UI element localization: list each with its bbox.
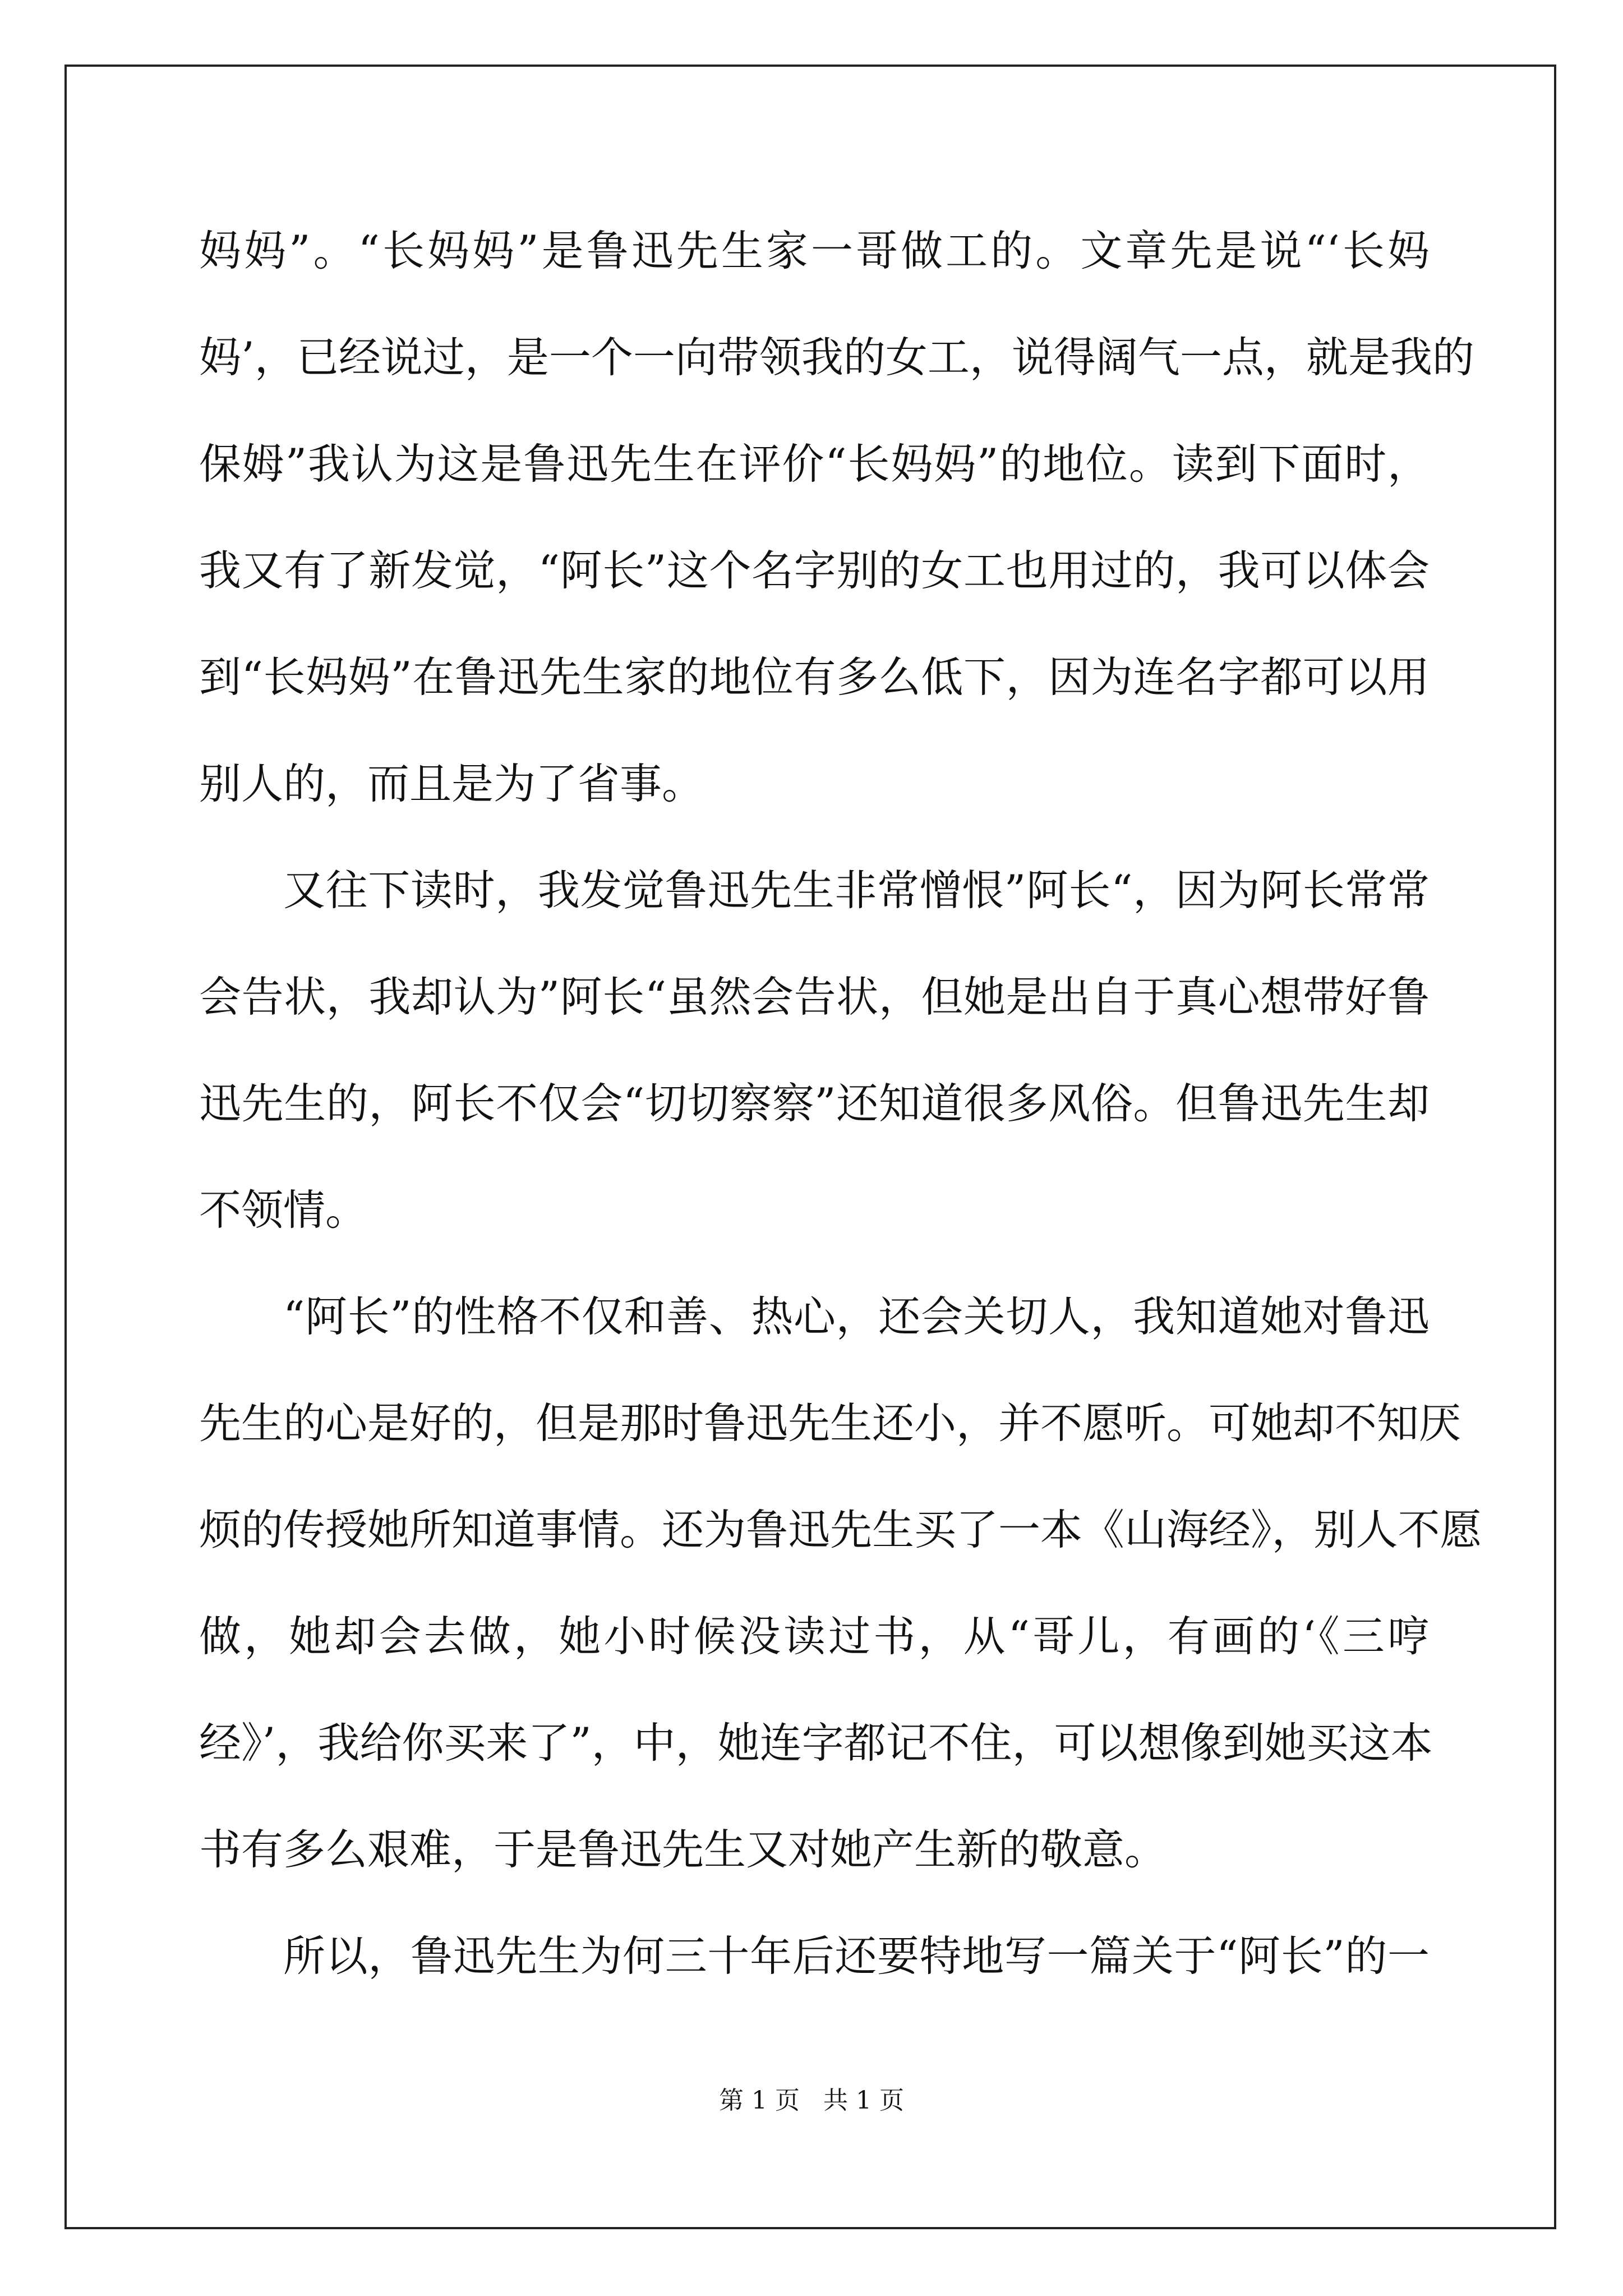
text-line: 我又有了新发觉，“阿长”这个名字别的女工也用过的，我可以体会 [199, 546, 1430, 595]
text-line: 迅先生的，阿长不仅会“切切察察”还知道很多风俗。但鲁迅先生却 [199, 1079, 1430, 1128]
text-line: 先生的心是好的，但是那时鲁迅先生还小，并不愿听。可她却不知厌 [199, 1398, 1461, 1448]
text-line: 书有多么艰难，于是鲁迅先生又对她产生新的敬意。 [199, 1825, 1167, 1874]
text-line: 不领情。 [199, 1185, 368, 1235]
text-line: 会告状，我却认为”阿长“虽然会告状，但她是出自于真心想带好鲁 [199, 972, 1430, 1022]
text-line: 别人的，而且是为了省事。 [199, 759, 704, 808]
text-line: 做，她却会去做，她小时候没读过书，从“哥儿，有画的‘《三哼 [199, 1612, 1430, 1661]
text-line: 妈’，已经说过，是一个一向带领我的女工，说得阔气一点，就是我的 [199, 333, 1474, 382]
text-line: 妈妈”。“长妈妈”是鲁迅先生家一哥做工的。文章先是说“‘长妈 [199, 226, 1430, 275]
text-line: 到“长妈妈”在鲁迅先生家的地位有多么低下，因为连名字都可以用 [199, 652, 1430, 702]
text-line: 所以，鲁迅先生为何三十年后还要特地写一篇关于“阿长”的一 [283, 1931, 1430, 1981]
text-line: “阿长”的性格不仅和善、热心，还会关切人，我知道她对鲁迅 [283, 1292, 1430, 1341]
text-line: 保姆”我认为这是鲁迅先生在评价“长妈妈”的地位。读到下面时， [199, 439, 1430, 489]
text-line: 经》’，我给你买来了”，中，她连字都记不住，可以想像到她买这本 [199, 1718, 1433, 1768]
page-border [64, 65, 1556, 2229]
page-footer: 第 1 页 共 1 页 [719, 2086, 904, 2115]
text-line: 又往下读时，我发觉鲁迅先生非常憎恨”阿长“，因为阿长常常 [283, 866, 1430, 915]
text-line: 烦的传授她所知道事情。还为鲁迅先生买了一本《山海经》，别人不愿 [199, 1505, 1482, 1554]
